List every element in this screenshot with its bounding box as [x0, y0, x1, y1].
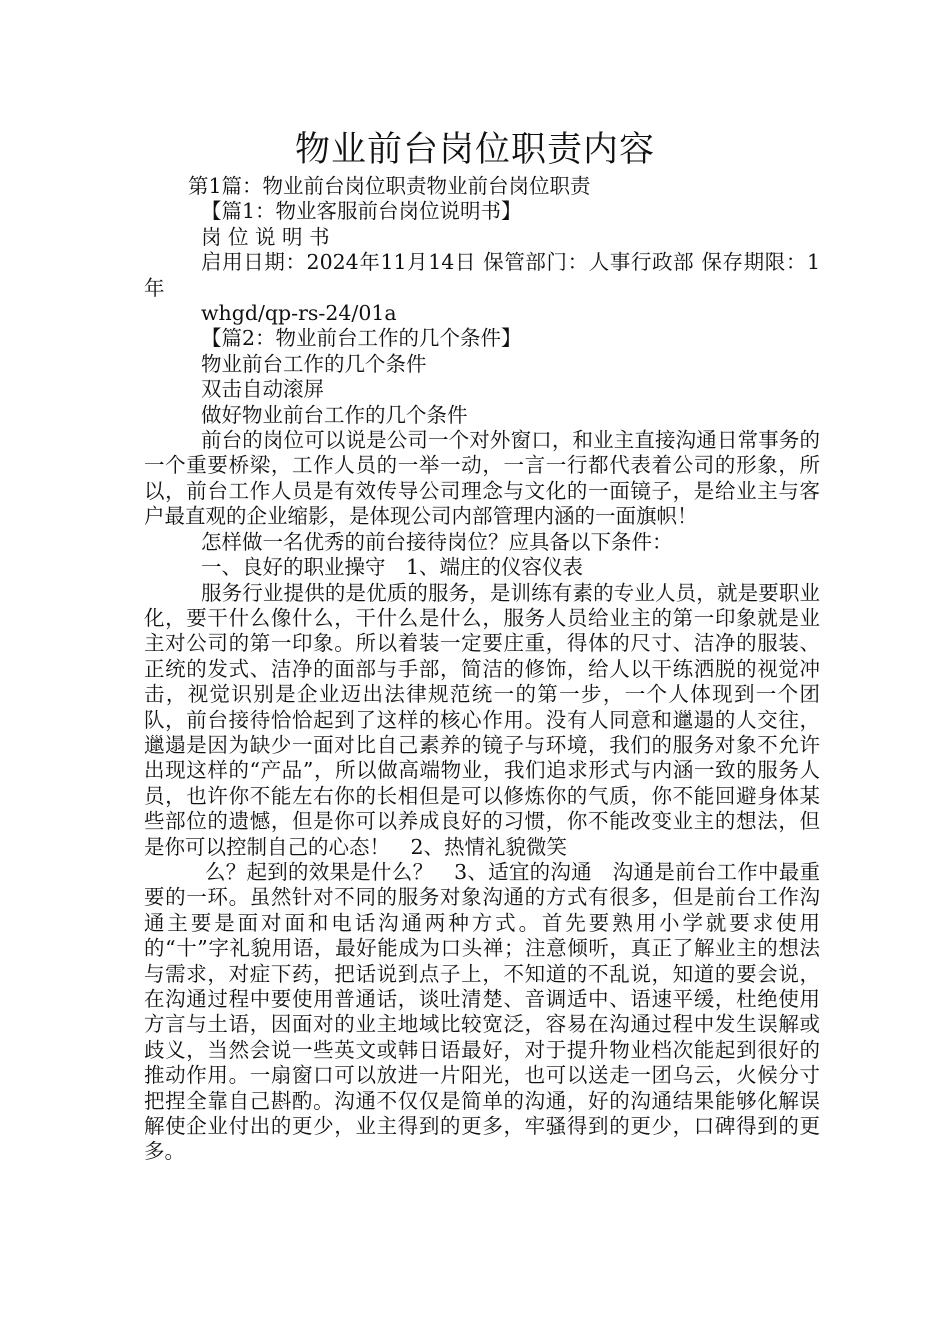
paragraph-section-title: 做好物业前台工作的几个条件	[201, 402, 468, 427]
paragraph-document-meta: 启用日期：2024年11月14日 保管部门：人事行政部 保存期限：1年	[144, 250, 820, 300]
paragraph-communication: 么？起到的效果是什么？ 3、适宜的沟通 沟通是前台工作中最重要的一环。虽然针对不同的服务对象沟通的方式有很多，但是前台工作沟通主要是面对面和电话沟通两种方式。首先要熟用小学就要求使用的“十”字礼貌用语，最好能成为口头禅；注意倾听，真正了解业主的想法与需求，对症下药，把话说到点子上，不知道的不乱说，知道的要会说，在沟通过程中要使用普通话，谈吐清楚、音调适中、语速平缓，杜绝使用方言与土语，因面对的业主地域比较宽泛，容易在沟通过程中发生误解或歧义，当然会说一些英文或韩日语最好，对于提升物业档次能起到很好的推动作用。一扇窗口可以放进一片阳光，也可以送走一团乌云，火候分寸把捏全靠自己斟酌。沟通不仅仅是简单的沟通，好的沟通结果能够化解误解使企业付出的更少，业主得到的更多，牢骚得到的更少，口碑得到的更多。	[144, 859, 820, 1164]
document-title: 物业前台岗位职责内容	[294, 130, 655, 170]
document-body	[144, 174, 820, 1165]
paragraph-section-2-heading: 【篇2：物业前台工作的几个条件】	[201, 326, 522, 351]
paragraph-section-1-heading: 【篇1：物业客服前台岗位说明书】	[201, 199, 522, 224]
paragraph-document-code: whgd/qp-rs-24/01a	[201, 301, 397, 326]
paragraph-job-description-label: 岗 位 说 明 书	[201, 224, 330, 249]
paragraph-question: 怎样做一名优秀的前台接待岗位？应具备以下条件：	[201, 529, 673, 554]
paragraph-scroll-note: 双击自动滚屏	[201, 377, 324, 402]
paragraph-appearance: 服务行业提供的是优质的服务，是训练有素的专业人员，就是要职业化，要干什么像什么，干什么是什么，服务人员给业主的第一印象就是业主对公司的第一印象。所以着装一定要庄重，得体的尺寸、洁净的服装、正统的发式、洁净的面部与手部，简洁的修饰，给人以干练洒脱的视觉冲击，视觉识别是企业迈出法律规范统一的第一步，一个人体现到一个团队，前台接待恰恰起到了这样的核心作用。没有人同意和邋遢的人交往，邋遢是因为缺少一面对比自己素养的镜子与环境，我们的服务对象不允许出现这样的“产品”，所以做高端物业，我们追求形式与内涵一致的服务人员，也许你不能左右你的长相但是可以修炼你的气质，你不能回避身体某些部位的遗憾，但是你可以养成良好的习惯，你不能改变业主的想法，但是你可以控制自己的心态！ 2、热情礼貌微笑	[144, 580, 820, 859]
paragraph-intro: 前台的岗位可以说是公司一个对外窗口，和业主直接沟通日常事务的一个重要桥梁，工作人员的一举一动，一言一行都代表着公司的形象，所以，前台工作人员是有效传导公司理念与文化的一面镜子，是给业主与客户最直观的企业缩影，是体现公司内部管理内涵的一面旗帜！	[144, 428, 820, 529]
paragraph-subtitle: 物业前台工作的几个条件	[201, 351, 427, 376]
paragraph-chapter-heading: 第1篇：物业前台岗位职责物业前台岗位职责	[188, 174, 591, 198]
paragraph-point-1: 一、良好的职业操守 1、端庄的仪容仪表	[201, 555, 584, 580]
